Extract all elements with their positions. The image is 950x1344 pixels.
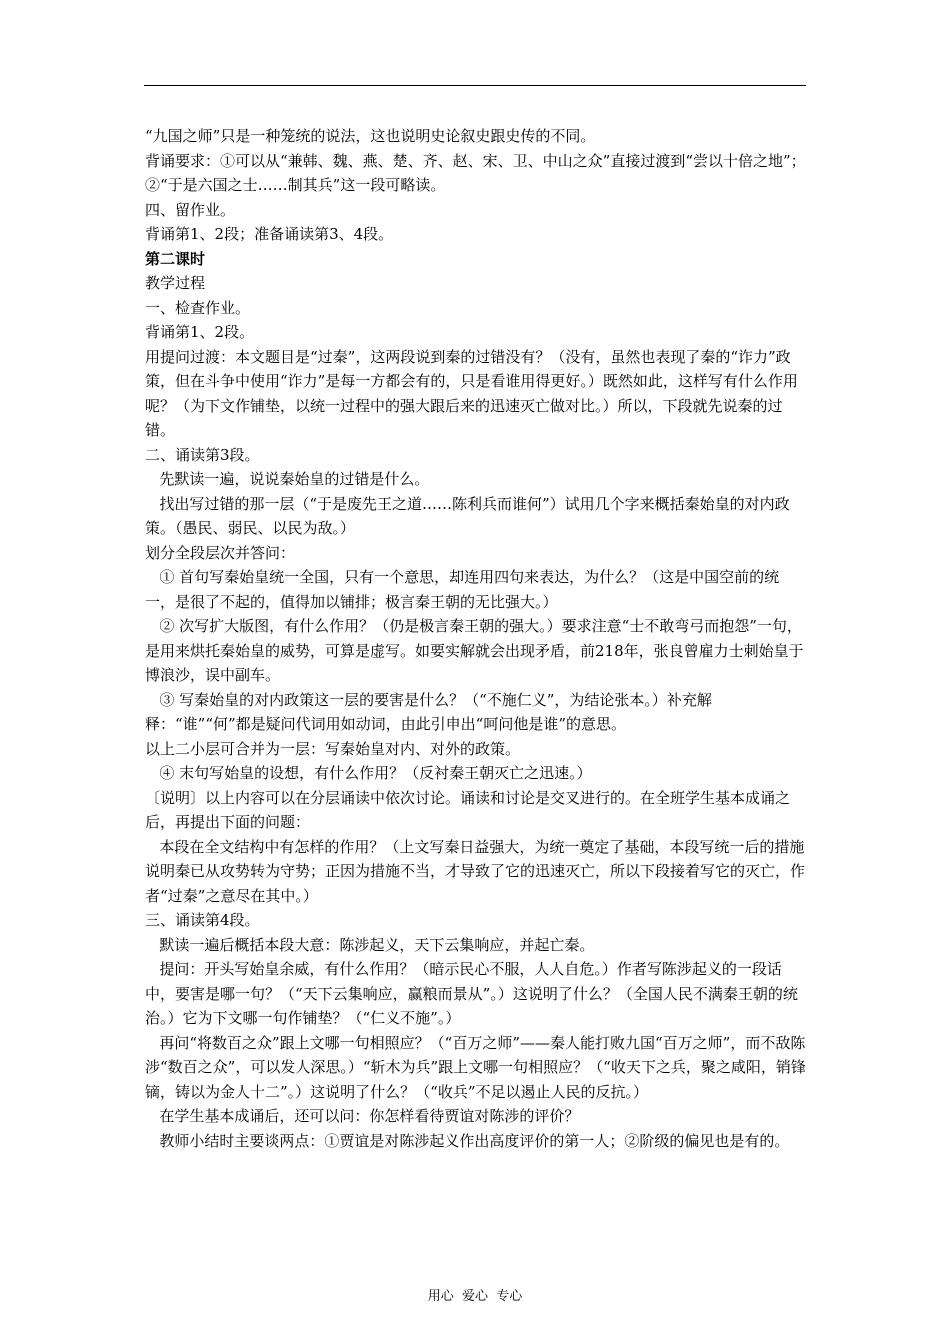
paragraph: ③ 写秦始皇的对内政策这一层的要害是什么？（“不施仁义”，为结论张本。）补充解释：“谁”“何”都是疑问代词用如动词，由此引申出“呵问他是谁”的意思。	[145, 690, 712, 733]
paragraph: 划分全段层次并答问：	[145, 543, 296, 562]
paragraph: 背诵第1、2段。	[145, 323, 255, 341]
paragraph: ① 首句写秦始皇统一全国，只有一个意思，却连用四句来表达，为什么？（这是中国空前的统一，是很了不起的，值得加以铺排；极言秦王朝的无比强大。）	[145, 568, 780, 611]
paragraph: 提问：开头写始皇余威，有什么作用？（暗示民心不服，人人自危。）作者写陈涉起义的一段话中，要害是哪一句？（“天下云集响应，赢粮而景从”。）这说明了什么？（全国人民不满秦王朝的统治。）它为下文哪一句作铺垫？（“仁义不施”。）	[145, 960, 798, 1027]
paragraph: 一、检查作业。	[145, 298, 251, 317]
paragraph: 默读一遍后概括本段大意：陈涉起义，天下云集响应，并起亡秦。	[145, 935, 595, 954]
paragraph: ④ 末句写始皇的设想，有什么作用？（反衬秦王朝灭亡之迅速。）	[145, 764, 592, 782]
paragraph: 教师小结时主要谈两点：①贾谊是对陈涉起义作出高度评价的第一人；②阶级的偏见也是有的。	[145, 1131, 790, 1150]
paragraph: 本段在全文结构中有怎样的作用？（上文写秦日益强大，为统一奠定了基础，本段写统一后的措施说明秦已从攻势转为守势；正因为措施不当，才导致了它的迅速灭亡，所以下段接着写它的灭亡，作者“过秦”之意尽在其中。）	[145, 837, 806, 905]
paragraph: “九国之师”只是一种笼统的说法，这也说明史论叙史跟史传的不同。	[145, 127, 596, 145]
paragraph: 找出写过错的那一层（“于是废先王之道……陈利兵而谁何”）试用几个字来概括秦始皇的对内政策。（愚民、弱民、以民为敌。）	[145, 494, 790, 537]
section-heading: 第二课时	[145, 249, 206, 268]
paragraph: 以上二小层可合并为一层：写秦始皇对内、对外的政策。	[145, 739, 521, 758]
paragraph: 在学生基本成诵后，还可以问：你怎样看待贾谊对陈涉的评价？	[145, 1107, 580, 1125]
paragraph: 再问“将数百之众”跟上文哪一句相照应？（“百万之师”——秦人能打败九国“百万之师”，而不敌陈涉“数百之众”，可以发人深思。）“斩木为兵”跟上文哪一句相照应？（“收天下之兵，聚之咸阳，销锋镝，铸以为金人十二”。）这说明了什么？（“收兵”不足以遏止人民的反抗。）	[145, 1033, 806, 1101]
paragraph: 三、诵读第4段。	[145, 911, 260, 929]
document-body	[145, 124, 809, 1153]
paragraph: 二、诵读第3段。	[145, 445, 260, 464]
paragraph: 先默读一遍，说说秦始皇的过错是什么。	[145, 470, 430, 488]
paragraph: 教学过程	[145, 274, 206, 292]
paragraph: 〔说明〕以上内容可以在分层诵读中依次讨论。诵读和讨论是交叉进行的。在全班学生基本成诵之后，再提出下面的问题：	[145, 788, 791, 831]
header-rule	[144, 85, 806, 86]
paragraph: ② 次写扩大版图，有什么作用？（仍是极言秦王朝的强大。）要求注意“士不敢弯弓而抱怨”一句，是用来烘托秦始皇的威势，可算是虚写。如要实解就会出现矛盾，前218年，张良曾雇力士刺始皇于博浪沙，误中副车。	[145, 617, 804, 684]
page-footer: 用心 爱心 专心	[427, 1289, 523, 1304]
paragraph: 背诵要求：①可以从“兼韩、魏、燕、楚、齐、赵、宋、卫、中山之众”直接过渡到“尝以十倍之地”；②“于是六国之士……制其兵”这一段可略读。	[145, 151, 806, 194]
paragraph: 用提问过渡：本文题目是“过秦”，这两段说到秦的过错没有？（没有，虽然也表现了秦的“诈力”政策，但在斗争中使用“诈力”是每一方都会有的，只是看谁用得更好。）既然如此，这样写有什么作用呢？（为下文作铺垫，以统一过程中的强大跟后来的迅速灭亡做对比。）所以，下段就先说秦的过错。	[145, 347, 798, 439]
paragraph: 背诵第1、2段；准备诵读第3、4段。	[145, 225, 394, 243]
paragraph: 四、留作业。	[145, 200, 236, 219]
